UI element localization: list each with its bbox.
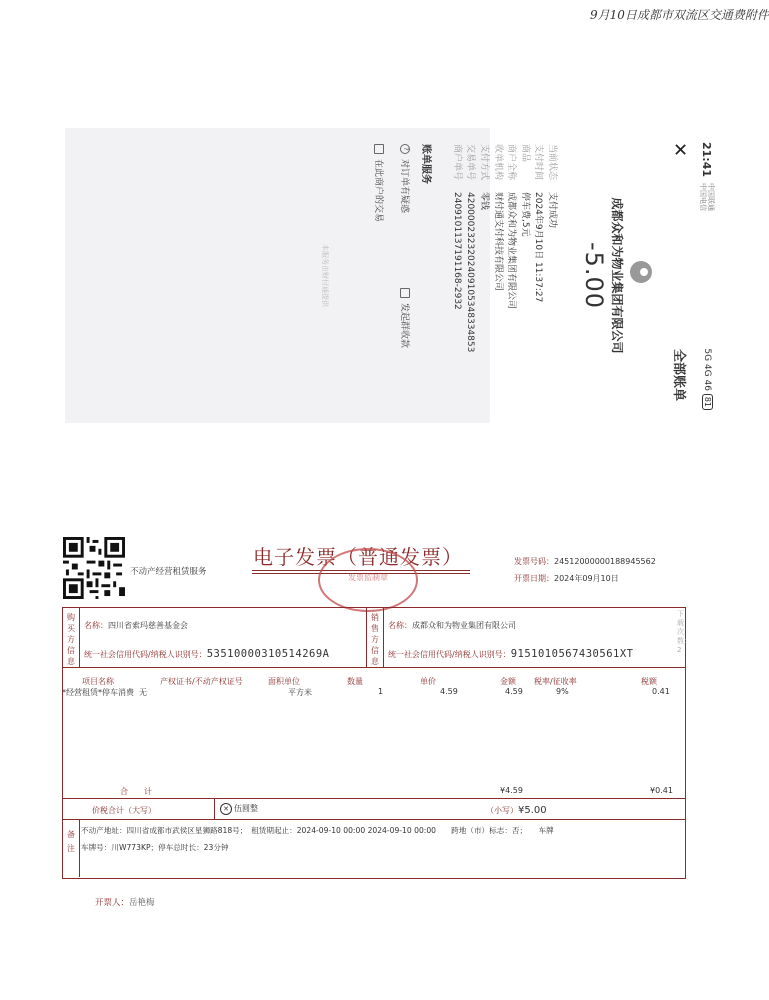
merchant-history-label: 在此商户的交易 xyxy=(373,159,383,223)
status-icons xyxy=(702,348,712,410)
detail-list xyxy=(449,144,558,414)
carrier-line-1: 中国联通 xyxy=(707,183,715,212)
detail-label: 支付时间 xyxy=(533,144,544,181)
detail-label: 商品 xyxy=(519,144,530,163)
check-circle-icon: ✕ xyxy=(220,803,232,815)
divider xyxy=(214,798,215,819)
detail-label: 交易单号 xyxy=(465,144,476,181)
seller-code-row xyxy=(388,648,634,660)
detail-value: 2024年9月10日 11:37:27 xyxy=(533,192,544,303)
detail-label: 收单机构 xyxy=(492,144,503,181)
remarks-line-2: 车牌号：川W773KP；停车总时长：23分钟 xyxy=(81,843,229,852)
split-bill-icon xyxy=(401,288,411,298)
split-bill-button[interactable] xyxy=(399,288,412,348)
seller-name-label: 名称： xyxy=(388,621,412,630)
grand-total-small xyxy=(486,805,547,816)
grand-small-label: （小写） xyxy=(486,806,518,815)
col-rate: 税率/征收率 xyxy=(534,677,577,686)
question-service-button[interactable] xyxy=(399,144,412,213)
split-bill-label: 发起群收款 xyxy=(399,303,409,349)
merchant-name: 成都众和为物业集团有限公司 xyxy=(610,197,624,354)
col-price: 单价 xyxy=(420,677,436,686)
invoice-date-label: 开票日期： xyxy=(514,574,554,583)
item-qty: 1 xyxy=(378,687,384,696)
detail-value: 4200002323202409105348334853 xyxy=(465,192,476,353)
merchant-avatar-icon xyxy=(630,261,652,283)
col-qty: 数量 xyxy=(347,677,363,686)
detail-row xyxy=(476,144,490,414)
detail-value: 支付成功 xyxy=(547,192,557,229)
detail-value: 零钱 xyxy=(479,192,490,211)
seller-name-row xyxy=(388,620,516,631)
detail-row xyxy=(544,144,558,414)
detail-value: 财付通支付科技有限公司 xyxy=(492,192,503,292)
download-count: 下载次数：2 xyxy=(677,610,691,654)
issuer xyxy=(95,896,155,908)
seller-code-label: 统一社会信用代码/纳税人识别号： xyxy=(388,650,511,659)
invoice-title: 电子发票（普通发票） xyxy=(253,545,463,569)
item-cert: 无 xyxy=(139,688,147,697)
grand-total-label: 价税合计（大写） xyxy=(92,806,156,815)
issuer-label: 开票人： xyxy=(95,898,130,908)
signal-icons: 5G 4G 46 xyxy=(702,348,712,391)
col-amount: 金额 xyxy=(500,677,516,686)
grand-small-value: ¥5.00 xyxy=(518,805,547,816)
divider xyxy=(62,667,686,668)
question-icon: ? xyxy=(401,144,411,154)
detail-label: 支付方式 xyxy=(479,144,490,181)
remarks-side-label: 备注 xyxy=(67,830,75,853)
divider xyxy=(62,798,686,799)
divider xyxy=(366,607,367,667)
col-unit: 面积单位 xyxy=(268,677,300,686)
detail-row xyxy=(531,144,545,414)
detail-value: 停车费,5元 xyxy=(519,192,530,237)
detail-row xyxy=(504,144,518,414)
invoice-category: 不动产经营租赁服务 xyxy=(130,567,207,577)
services-title: 账单服务 xyxy=(420,144,431,184)
detail-label: 商户全称 xyxy=(506,144,517,181)
total-label: 合 计 xyxy=(120,787,152,796)
detail-row xyxy=(463,144,477,414)
buyer-name-row xyxy=(84,620,188,631)
item-amount: 4.59 xyxy=(505,687,523,696)
item-tax: 0.41 xyxy=(652,687,670,696)
remarks-line-1: 不动产地址：四川省成都市武侯区星狮路818号； 租赁期起止：2024-09-10 00:00 2024-09-10 00:00 跨地（市）标志：否； 车牌 xyxy=(81,826,554,835)
grand-total-cn-text: 伍圆整 xyxy=(234,804,258,813)
detail-row xyxy=(490,144,504,414)
carrier-line-2: 中国电信 xyxy=(699,183,707,212)
detail-value: 2409101137191168-2932 xyxy=(451,192,462,310)
detail-label: 商户单号 xyxy=(451,144,462,181)
status-bar xyxy=(698,142,716,410)
close-icon[interactable]: ✕ xyxy=(669,142,690,158)
merchant-history-button[interactable] xyxy=(373,144,386,222)
invoice-number xyxy=(514,556,656,567)
seller-side-label: 销售方信息 xyxy=(371,613,379,666)
receipt-footer: 本服务由财付通提供 xyxy=(321,244,329,307)
invoice-number-value: 24512000000188945562 xyxy=(554,557,656,566)
payment-amount: -5.00 xyxy=(580,241,608,310)
detail-value: 成都众和为物业集团有限公司 xyxy=(506,192,517,310)
invoice-seal xyxy=(318,548,418,612)
divider xyxy=(79,607,80,667)
total-tax: ¥0.41 xyxy=(650,786,673,795)
receipt-rotated-content xyxy=(65,128,730,423)
invoice-date-value: 2024年09月10日 xyxy=(554,574,619,583)
issuer-name: 岳艳梅 xyxy=(129,898,155,908)
grand-total-cn xyxy=(220,803,258,815)
buyer-name: 四川省索玛慈善基金会 xyxy=(108,621,188,630)
detail-label: 当前状态 xyxy=(547,144,557,181)
divider xyxy=(383,607,384,667)
item-unit: 平方米 xyxy=(288,688,312,697)
status-time: 21:41 xyxy=(700,142,714,178)
seal-text: 发票监制章 xyxy=(348,573,388,582)
buyer-name-label: 名称： xyxy=(84,621,108,630)
divider xyxy=(62,819,686,820)
col-tax: 税额 xyxy=(641,677,657,686)
detail-row xyxy=(517,144,531,414)
detail-row xyxy=(449,144,463,414)
buyer-code-row xyxy=(84,648,330,660)
payment-receipt-screenshot xyxy=(65,128,730,423)
buyer-code-label: 统一社会信用代码/纳税人识别号： xyxy=(84,650,207,659)
carrier-info xyxy=(699,183,715,211)
question-service-label: 对订单有疑惑 xyxy=(399,159,409,214)
invoice-number-label: 发票号码： xyxy=(514,557,554,566)
col-cert: 产权证书/不动产权证号 xyxy=(160,677,243,686)
buyer-code: 53510000310514269A xyxy=(206,648,330,660)
divider xyxy=(79,819,80,877)
total-amount: ¥4.59 xyxy=(500,786,523,795)
handwritten-note: 9月10日成都市双流区交通费附件 xyxy=(590,8,769,22)
item-rate: 9% xyxy=(556,687,569,696)
invoice-qr-code xyxy=(63,537,125,599)
list-icon xyxy=(375,144,385,154)
item-price: 4.59 xyxy=(440,687,458,696)
buyer-side-label: 购买方信息 xyxy=(67,613,75,666)
battery-icon: 81 xyxy=(702,394,713,410)
page-title: 全部账单 xyxy=(671,348,686,401)
seller-name: 成都众和为物业集团有限公司 xyxy=(412,621,516,630)
seller-code: 91510105674305​61XT xyxy=(510,648,634,660)
item-name: *经营租赁*停车消费 xyxy=(62,688,134,697)
col-item-name: 项目名称 xyxy=(82,677,114,686)
invoice-date xyxy=(514,573,619,584)
